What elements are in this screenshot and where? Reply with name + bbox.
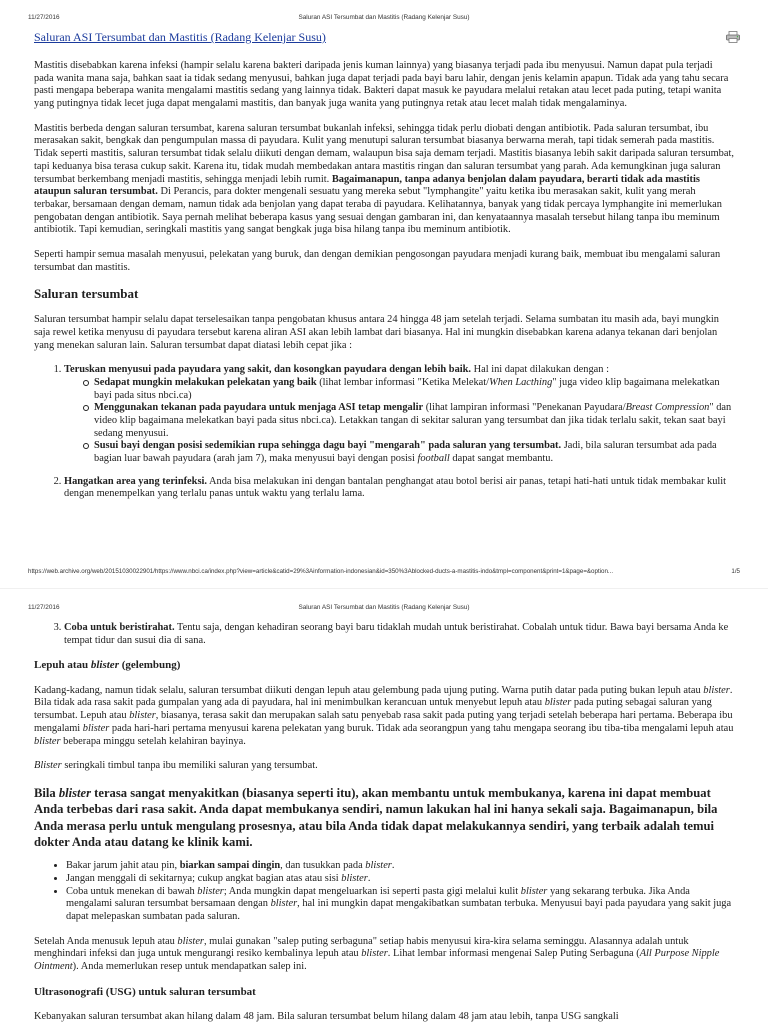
heading-saluran-tersumbat: Saluran tersumbat <box>34 286 139 302</box>
article-content <box>34 30 734 511</box>
list-item: • Coba untuk menekan di bawah blister; Anda mungkin dapat mengeluarkan isi seperti pasta gigi melalui kulit blister yang sekarang terbuka. Jika Anda mengalami saluran tersumbat bersamaan dengan blister, hal ini mungkin dapat mengakibatkan sumbatan terbuka. Menyusui bayi pada payudara yang sakit juga dapat melepaskan sumbatan pada saluran. <box>66 886 734 924</box>
sub-list-item: Sedapat mungkin melakukan pelekatan yang baik (lihat lembar informasi "Ketika Melekat/When Lacthing" juga video klip bagaimana melekatkan bayi pada situs nbci.ca) <box>94 377 734 402</box>
list-item: • Jangan menggali di sekitarnya; cukup angkat bagian atas atau sisi blister. <box>66 873 734 886</box>
print-date: 11/27/2016 <box>28 14 60 21</box>
treatment-list-continued <box>34 622 734 647</box>
paragraph-usg: Kebanyakan saluran tersumbat akan hilang dalam 48 jam. Bila saluran tersumbat belum hilang dalam 48 jam atau lebih, tanpa USG sangkali <box>34 1011 619 1023</box>
footer-url: https://web.archive.org/web/20151030022901/https://www.nbci.ca/index.php?view=article&catid=29%3Ainformation-indonesian&id=350%3Ablocked-ducts-a-mastitis-indo&tmpl=component&print=1&page=&option... <box>28 568 614 575</box>
paragraph-blister-note: Blister seringkali timbul tanpa ibu memiliki saluran yang tersumbat. <box>34 760 318 772</box>
title-row <box>34 30 734 46</box>
list-item: 2. Hangatkan area yang terinfeksi. Anda bisa melakukan ini dengan bantalan penghangat atau botol berisi air panas, tetapi hati-hati untuk tidak membakar kulit dengan menempelkan yang terlalu panas untuk waktu yang terlalu lama. <box>64 476 734 501</box>
paragraph-difference: Mastitis berbeda dengan saluran tersumbat, karena saluran tersumbat bukanlah infeksi, sehingga tidak perlu diobati dengan antibiotik. Pada saluran tersumbat, ibu merasakan sakit, bengkak dan pengumpulan massa di payudara. Kulit yang menutupi saluran tersumbat biasanya berwarna merah, tapi tidak semerah pada mastitis. Tidak seperti mastitis, saluran tersumbat tidak selalu diikuti dengan demam, walaupun bisa saja demam terjadi. Mastitis biasanya lebih sakit daripada saluran tersumbat, tapi keduanya bisa terasa cukup sakit. Karena itu, tidak mudah membedakan antara mastitis ringan dan saluran tersumbat yang parah. Ada kemungkinan juga saluran tersumbat berkembang menjadi mastitis, sehingga menjadi lebih rumit. Bagaimanapun, tanpa adanya benjolan dalam payudara, berarti tidak ada mastitis ataupun saluran tersumbat. Di Perancis, para dokter mengenali sesuatu yang mereka sebut "lymphangite" yaitu ketika ibu merasakan sakit, kulit yang merah terbakar, bersamaan dengan demam, namun tidak ada benjolan yang dapat teraba di payudara. Kelihatannya, banyak yang tidak percaya lymphangite ini memerlukan pengobatan dengan antibiotik. Saya pernah melihat beberapa kasus yang sesuai dengan gambaran ini, dan kenyataannya masalah tersebut hilang tanpa ibu meminum antibiotik. Tapi kemudian, seringkali mastitis yang sangat bengkak juga bisa hilang tanpa ibu meminum antibiotik. <box>34 122 734 236</box>
warning-paragraph: Bila blister terasa sangat menyakitkan (biasanya seperti itu), akan membantu untuk membukanya, karena ini dapat membuat Anda terbebas dari rasa sakit. Anda dapat membukanya sendiri, namun lakukan hal ini hanya sekali saja. Bagaimanapun, bila Anda merasa perlu untuk mengulang prosesnya, atau bila Anda tidak dapat melakukannya sendiri, yang terbaik adalah temui dokter Anda atau datang ke klinik kami. <box>34 785 718 849</box>
page-divider <box>0 588 768 589</box>
steps-list <box>34 860 734 923</box>
paragraph-intro: Mastitis disebabkan karena infeksi (hampir selalu karena bakteri daripada jenis kuman lainnya) yang biasanya terjadi pada ibu menyusui. Namun dapat pula terjadi pada wanita mana saja, bahkan saat ia tidak sedang menyusui, bahkan juga dapat terjadi pada bayi baru lahir, dengan jenis kelamin apapun. Tidak ada yang tahu secara pasti mengapa beberapa wanita mengalami mastitis sedang yang lainnya tidak. Bakteri dapat masuk ke payudara melalui retakan atau lecet pada puting, tetapi wanita yang putingnya tidak lecet juga dapat mengalami mastitis, dan banyak juga wanita yang putingnya retak atau lecet malah tidak mengalaminya. <box>34 60 729 110</box>
heading-lepuh: Lepuh atau blister (gelembung) <box>34 659 181 672</box>
paragraph-saluran: Saluran tersumbat hampir selalu dapat terselesaikan tanpa pengobatan khusus antara 24 hingga 48 jam setelah terjadi. Selama sumbatan itu masih ada, bayi mungkin saja rewel ketika menyusu di payudara tersebut karena aliran ASI akan lebih lambat dari biasanya. Hal ini mungkin disebabkan karena adanya tekanan dari benjolan yang menekan saluran lain. Saluran tersumbat dapat diatasi lebih cepat jika : <box>34 314 720 351</box>
sub-list <box>64 377 734 466</box>
article-content <box>34 622 734 1024</box>
page-footer <box>28 568 740 578</box>
paragraph-ointment: Setelah Anda menusuk lepuh atau blister, mulai gunakan "salep puting serbaguna" setiap habis menyusui kira-kira selama seminggu. Alasannya adalah untuk menghindari infeksi dan juga untuk mengurangi resiko kembalinya lepuh atau blister. Lihat lembar informasi mengenai Salep Puting Serbaguna (All Purpose Nipple Ointment). Anda memerlukan resep untuk mendapatkan salep ini. <box>34 935 720 973</box>
print-title: Saluran ASI Tersumbat dan Mastitis (Radang Kelenjar Susu) <box>298 604 470 611</box>
print-icon[interactable] <box>726 31 740 43</box>
print-date: 11/27/2016 <box>28 604 60 611</box>
article-title-link[interactable]: Saluran ASI Tersumbat dan Mastitis (Radang Kelenjar Susu) <box>34 30 326 44</box>
page-header <box>28 604 740 614</box>
page-header <box>28 14 740 24</box>
page-2 <box>0 600 768 1024</box>
list-item: 1. Teruskan menyusui pada payudara yang sakit, dan kosongkan payudara dengan lebih baik. Hal ini dapat dilakukan dengan : Sedapat mungkin melakukan pelekatan yang baik (lihat lembar informasi "Ketika Melekat/When Lacthing" juga video klip bagaimana melekatkan bayi pada situs nbci.ca) Menggunakan tekanan pada payudara untuk menjaga ASI tetap mengalir (lihat lampiran informasi "Penekanan Payudara/Breast Compression" dan video klip bagaimana melekatkan bayi pada situs nbci.ca). Letakkan tangan di sekitar saluran yang tersumbat dan jika tidak terlalu sakit, tekan saat bayi sedang menyusui. Susui bayi dengan posisi sedemikian rupa sehingga dagu bayi "mengarah" pada saluran yang tersumbat. Jadi, bila saluran tersumbat ada pada bagian luar bawah payudara (arah jam 7), maka menyusui bayi dengan posisi football dapat sangat membantu. <box>64 364 734 466</box>
sub-list-item: Susui bayi dengan posisi sedemikian rupa sehingga dagu bayi "mengarah" pada saluran yang tersumbat. Jadi, bila saluran tersumbat ada pada bagian luar bawah payudara (arah jam 7), maka menyusui bayi dengan posisi football dapat sangat membantu. <box>94 440 734 465</box>
page-number: 1/5 <box>731 568 740 575</box>
list-item: 3. Coba untuk beristirahat. Tentu saja, dengan kehadiran seorang bayi baru tidaklah mudah untuk beristirahat. Cobalah untuk tidur. Bawa bayi bersama Anda ke tempat tidur dan susui dia di sana. <box>64 622 734 647</box>
paragraph-causes: Seperti hampir semua masalah menyusui, pelekatan yang buruk, dan dengan demikian pengosongan payudara menjadi kurang baik, membuat ibu mengalami saluran tersumbat dan mastitis. <box>34 248 721 273</box>
heading-usg: Ultrasonografi (USG) untuk saluran tersumbat <box>34 985 256 998</box>
paragraph-lepuh: Kadang-kadang, namun tidak selalu, saluran tersumbat diikuti dengan lepuh atau gelembung pada ujung puting. Warna putih datar pada puting bukan lepuh atau blister. Bila tidak ada rasa sakit pada gumpalan yang ada di payudara, hal ini menimbulkan kerancuan untuk menyebut lepuh atau blister pada puting sebagai saluran yang tersumbat. Lepuh atau blister, biasanya, terasa sakit dan merupakan salah satu penyebab rasa sakit pada puting yang terjadi setelah beberapa hari pertama. Beberapa ibu mengalami blister pada hari-hari pertama menyusui karena pelekatan yang buruk. Tidak ada seorangpun yang tahu mengapa seorang ibu tiba-tiba mengalami lepuh atau blister beberapa minggu setelah kelahiran bayinya. <box>34 684 734 747</box>
sub-list-item: Menggunakan tekanan pada payudara untuk menjaga ASI tetap mengalir (lihat lampiran informasi "Penekanan Payudara/Breast Compression" dan video klip bagaimana melekatkan bayi pada situs nbci.ca). Letakkan tangan di sekitar saluran yang tersumbat dan jika tidak terlalu sakit, tekan saat bayi sedang menyusui. <box>94 402 734 440</box>
treatment-list <box>34 364 734 501</box>
list-item: • Bakar jarum jahit atau pin, biarkan sampai dingin, dan tusukkan pada blister. <box>66 860 734 873</box>
print-title: Saluran ASI Tersumbat dan Mastitis (Radang Kelenjar Susu) <box>298 14 470 21</box>
